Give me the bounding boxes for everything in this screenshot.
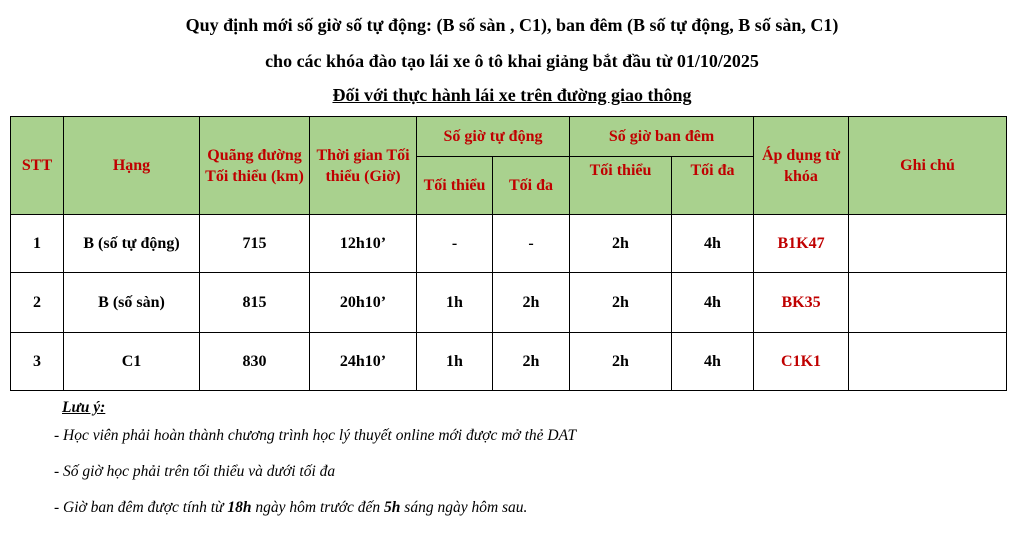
- header-apply: Áp dụng từ khóa: [754, 117, 849, 215]
- cell-apply: BK35: [754, 273, 849, 333]
- cell-distance: 830: [200, 333, 310, 391]
- cell-night-min: 2h: [570, 273, 672, 333]
- cell-hang: B (số tự động): [64, 215, 200, 273]
- note-item-3-text: sáng ngày hôm sau.: [400, 499, 528, 516]
- cell-auto-min: -: [417, 215, 493, 273]
- cell-auto-min: 1h: [417, 273, 493, 333]
- notes-section: [54, 396, 576, 528]
- table-row: [11, 273, 1007, 333]
- title-line-2: cho các khóa đào tạo lái xe ô tô khai giảng bắt đầu từ 01/10/2025: [265, 51, 759, 71]
- header-distance: Quãng đường Tối thiểu (km): [200, 117, 310, 215]
- cell-night-max: 4h: [672, 273, 754, 333]
- cell-distance: 715: [200, 215, 310, 273]
- cell-note: [849, 273, 1007, 333]
- note-item-1: - Học viên phải hoàn thành chương trình học lý thuyết online mới được mở thẻ DAT: [54, 427, 577, 444]
- table-row: [11, 333, 1007, 391]
- cell-distance: 815: [200, 273, 310, 333]
- header-night-max: Tối đa: [672, 157, 754, 215]
- cell-night-max: 4h: [672, 333, 754, 391]
- cell-time: 12h10’: [310, 215, 417, 273]
- cell-night-min: 2h: [570, 333, 672, 391]
- header-auto-min: Tối thiểu: [417, 157, 493, 215]
- header-auto-group: Số giờ tự động: [417, 117, 570, 157]
- cell-auto-max: 2h: [493, 333, 570, 391]
- note-item-2: - Số giờ học phải trên tối thiểu và dưới tối đa: [54, 463, 336, 480]
- note-item-3-end-hour: 5h: [384, 499, 401, 516]
- title-line-1: Quy định mới số giờ số tự động: (B số sàn , C1), ban đêm (B số tự động, B số sàn, C1): [185, 15, 839, 35]
- regulation-table: [10, 116, 1007, 391]
- cell-auto-max: -: [493, 215, 570, 273]
- cell-hang: C1: [64, 333, 200, 391]
- table-row: [11, 215, 1007, 273]
- note-item-3-start-hour: 18h: [227, 499, 252, 516]
- cell-stt: 3: [11, 333, 64, 391]
- cell-apply: B1K47: [754, 215, 849, 273]
- cell-note: [849, 333, 1007, 391]
- cell-night-min: 2h: [570, 215, 672, 273]
- cell-time: 24h10’: [310, 333, 417, 391]
- header-stt: STT: [11, 117, 64, 215]
- header-note: Ghi chú: [849, 117, 1007, 215]
- cell-time: 20h10’: [310, 273, 417, 333]
- header-time: Thời gian Tối thiểu (Giờ): [310, 117, 417, 215]
- cell-apply: C1K1: [754, 333, 849, 391]
- note-item-3: [54, 492, 576, 528]
- header-night-group: Số giờ ban đêm: [570, 117, 754, 157]
- notes-heading: Lưu ý:: [62, 399, 106, 416]
- header-night-min: Tối thiểu: [570, 157, 672, 215]
- cell-auto-max: 2h: [493, 273, 570, 333]
- cell-stt: 1: [11, 215, 64, 273]
- cell-hang: B (số sàn): [64, 273, 200, 333]
- note-item-3-text: ngày hôm trước đến: [251, 499, 385, 516]
- cell-auto-min: 1h: [417, 333, 493, 391]
- note-item-3-text: - Giờ ban đêm được tính từ: [54, 499, 228, 516]
- header-auto-max: Tối đa: [493, 157, 570, 215]
- cell-note: [849, 215, 1007, 273]
- header-hang: Hạng: [64, 117, 200, 215]
- cell-night-max: 4h: [672, 215, 754, 273]
- cell-stt: 2: [11, 273, 64, 333]
- title-line-3: Đối với thực hành lái xe trên đường giao thông: [332, 85, 692, 105]
